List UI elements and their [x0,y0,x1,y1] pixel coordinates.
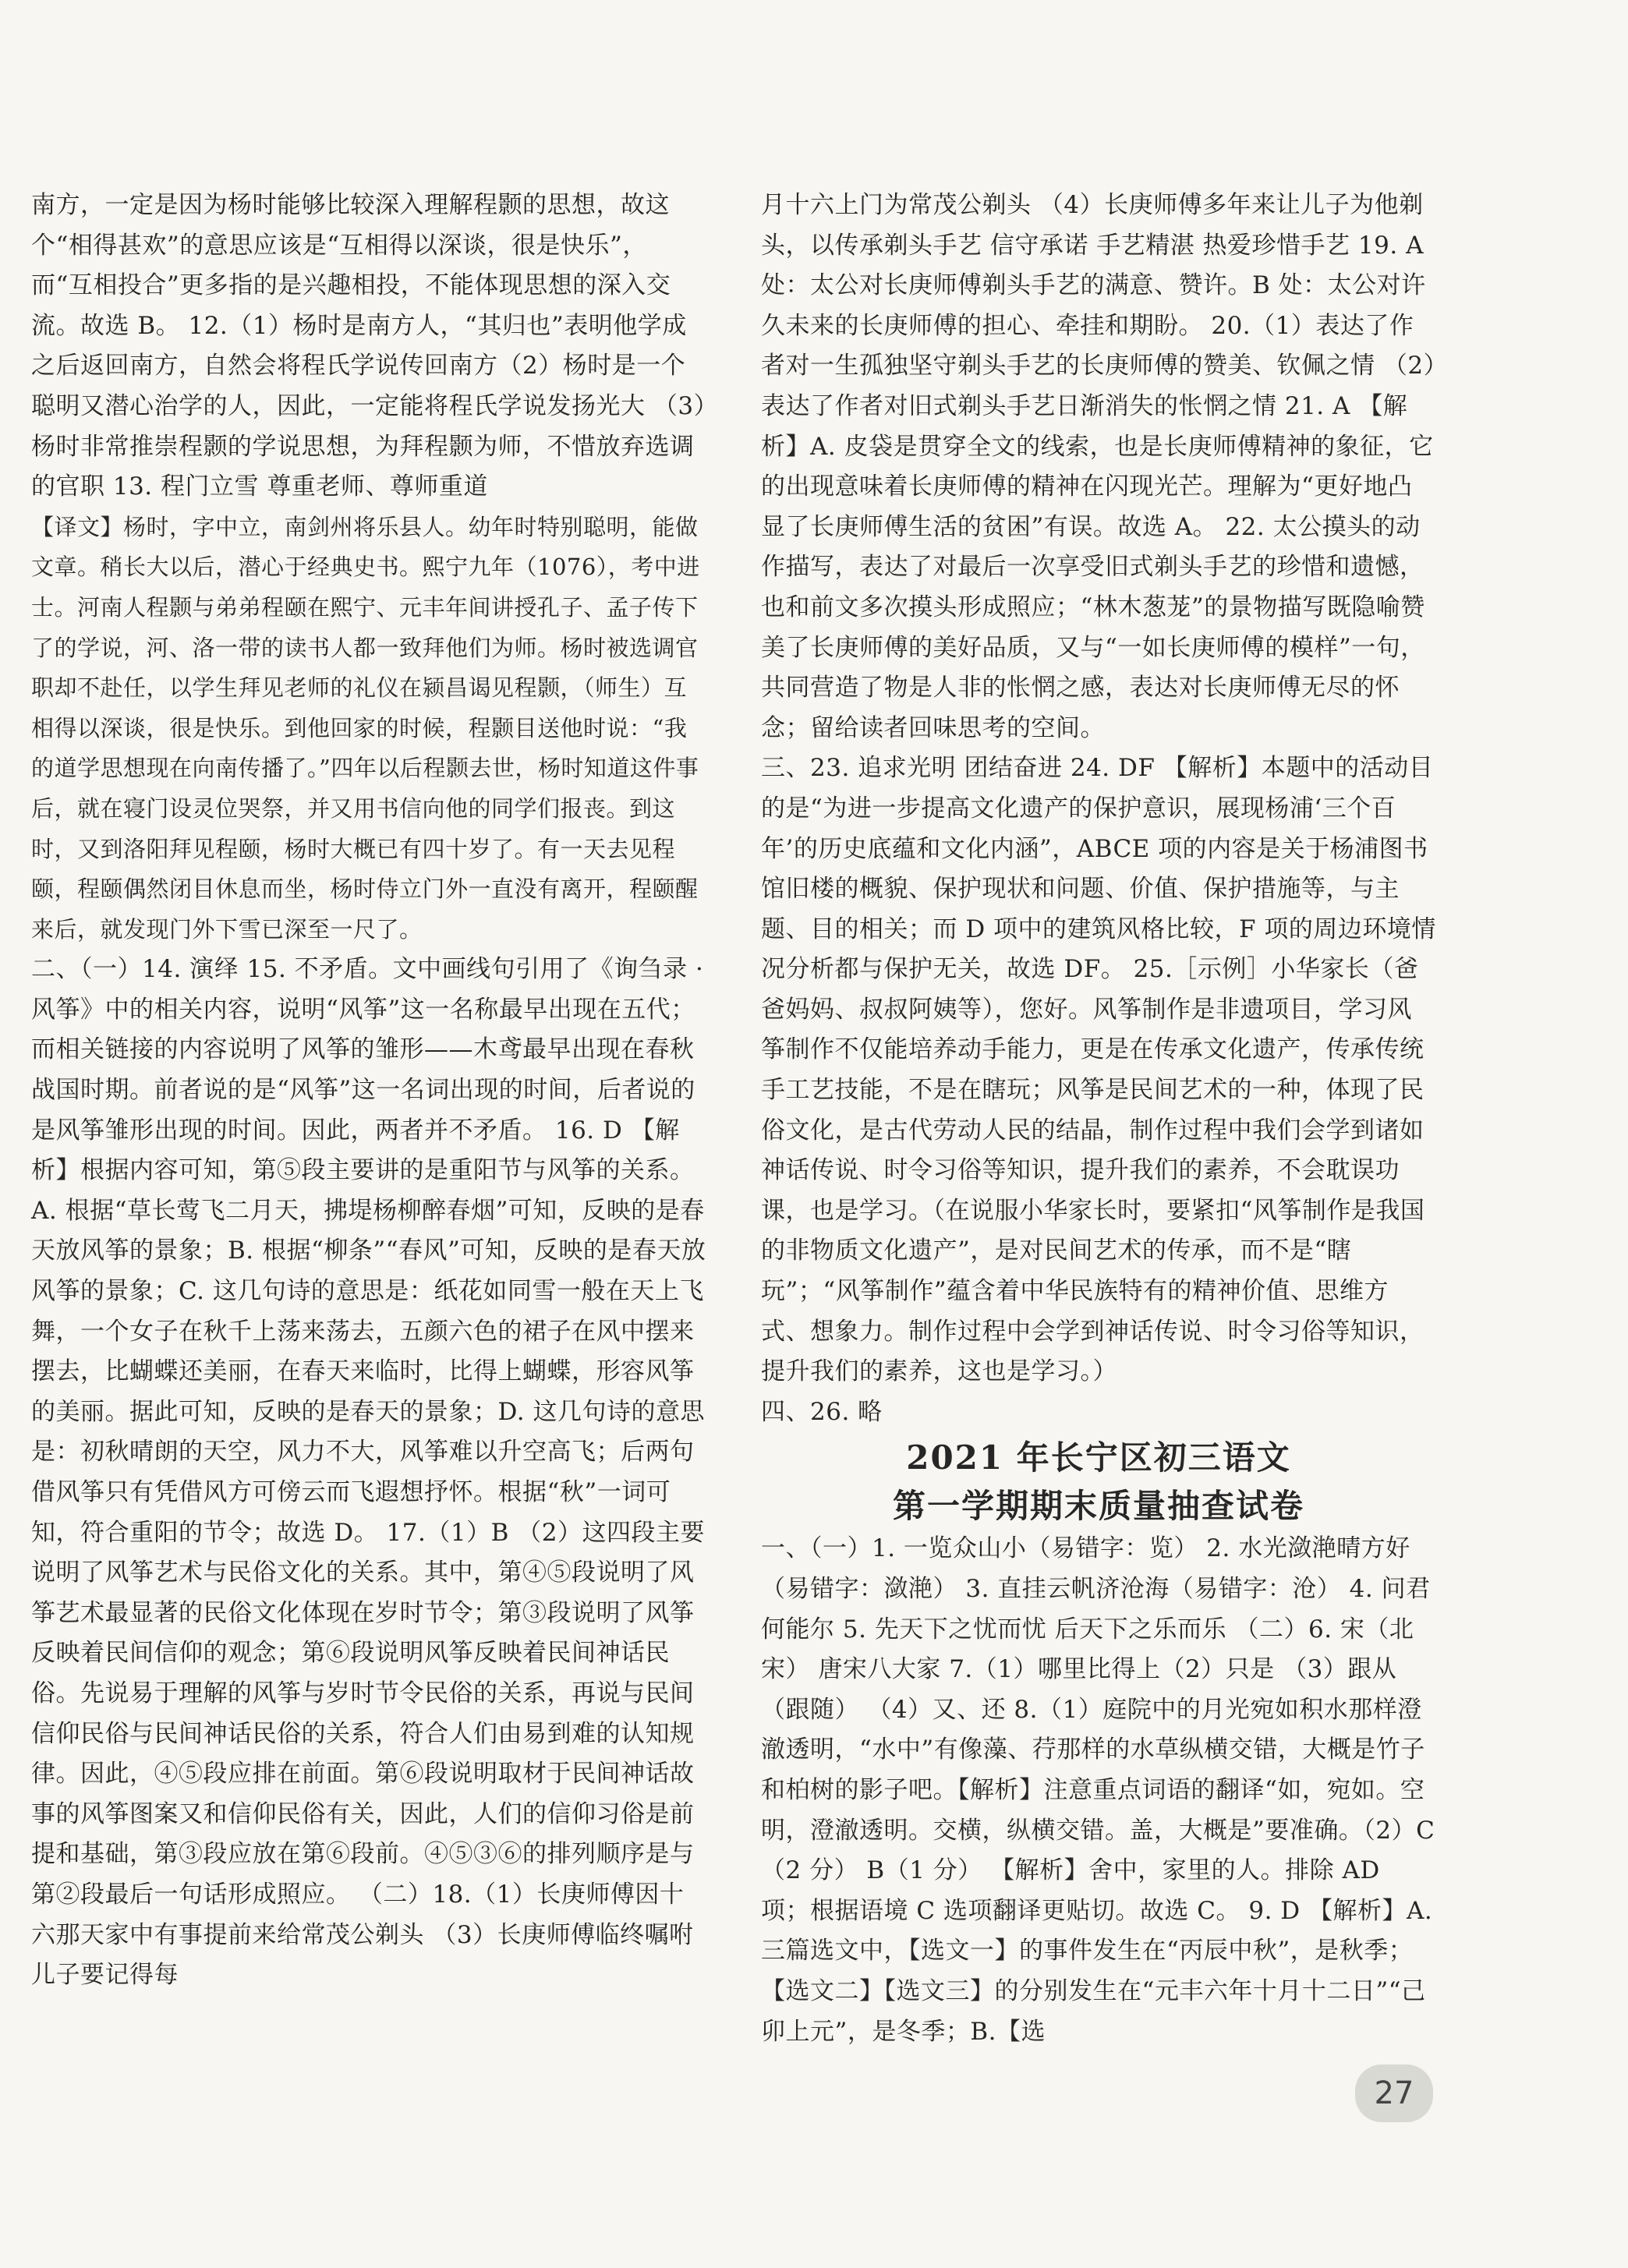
section-title-line1: 2021 年长宁区初三语文 [906,1438,1291,1477]
right-column [761,186,1436,2052]
answer-paragraph: 南方，一定是因为杨时能够比较深入理解程颢的思想，故这个“相得甚欢”的意思应该是“互相得以深谈，很是快乐”，而“互相投合”更多指的是兴趣相投，不能体现思想的深入交流。故选 B。 12.（1）杨时是南方人，“其归也”表明他学成之后返回南方，自然会将程氏学说传回南方（2）杨时是一个聪明又潜心治学的人，因此，一定能将程氏学说发扬光大 （3）杨时非常推崇程颢的学说思想，为拜程颢为师，不惜放弃选调的官职 13. 程门立雪 尊重老师、尊师重道 [31,191,706,501]
translation-paragraph: 【译文】杨时，字中立，南剑州将乐县人。幼年时特别聪明，能做文章。稍长大以后，潜心于经典史书。熙宁九年（1076），考中进士。河南人程颢与弟弟程颐在熙宁、元丰年间讲授孔子、孟子传下了的学说，河、洛一带的读书人都一致拜他们为师。杨时被选调官职却不赴任，以学生拜见老师的礼仪在颍昌谒见程颢，（师生）互相得以深谈，很是快乐。到他回家的时候，程颢目送他时说：“我的道学思想现在向南传播了。”四年以后程颢去世，杨时知道这件事后，就在寝门设灵位哭祭，并又用书信向他的同学们报丧。到这时，又到洛阳拜见程颐，杨时大概已有四十岁了。有一天去见程颐，程颐偶然闭目休息而坐，杨时侍立门外一直没有离开，程颐醒来后，就发现门外下雪已深至一尺了。 [31,513,700,943]
section-title-line2: 第一学期期末质量抽查试卷 [892,1487,1304,1526]
answer-paragraph: 一、（一）1. 一览众山小（易错字：览） 2. 水光潋滟晴方好（易错字：潋滟） 3. 直挂云帆济沧海（易错字：沧） 4. 问君何能尔 5. 先天下之忧而忧 后天下之乐而乐 （二）6. 宋（北宋） 唐宋八大家 7.（1）哪里比得上（2）只是 （3）跟从（跟随） （4）又、还 8.（1）庭院中的月光宛如积水那样澄澈透明，“水中”有像藻、荇那样的水草纵横交错，大概是竹子和柏树的影子吧。【解析】注意重点词语的翻译“如，宛如。空明，澄澈透明。交横，纵横交错。盖，大概是”要准确。（2）C（2 分） B（1 分） 【解析】舍中，家里的人。排除 AD 项；根据语境 C 选项翻译更贴切。故选 C。 9. D 【解析】A. 三篇选文中，【选文一】的事件发生在“丙辰中秋”，是秋季；【选文二】【选文三】的分别发生在“元丰六年十月十二日”“己卯上元”，是冬季；B.【选 [761,1534,1435,2046]
left-column [31,186,708,1996]
page-number: 27 [1355,2065,1433,2122]
answer-paragraph: 二、（一）14. 演绎 15. 不矛盾。文中画线句引用了《询刍录 · 风筝》中的相关内容，说明“风筝”这一名称最早出现在五代；而相关链接的内容说明了风筝的雏形——木鸢最早出现在春秋战国时期。前者说的是“风筝”这一名词出现的时间，后者说的是风筝雏形出现的时间。因此，两者并不矛盾。 16. D 【解析】根据内容可知，第⑤段主要讲的是重阳节与风筝的关系。A. 根据“草长莺飞二月天，拂堤杨柳醉春烟”可知，反映的是春天放风筝的景象；B. 根据“柳条”“春风”可知，反映的是春天放风筝的景象；C. 这几句诗的意思是：纸花如同雪一般在天上飞舞，一个女子在秋千上荡来荡去，五颜六色的裙子在风中摆来摆去，比蝴蝶还美丽，在春天来临时，比得上蝴蝶，形容风筝的美丽。据此可知，反映的是春天的景象；D. 这几句诗的意思是：初秋晴朗的天空，风力不大，风筝难以升空高飞；后两句借风筝只有凭借风方可傍云而飞遐想抒怀。根据“秋”一词可知，符合重阳的节令；故选 D。 17.（1）B （2）这四段主要说明了风筝艺术与民俗文化的关系。其中，第④⑤段说明了风筝艺术最显著的民俗文化体现在岁时节令；第③段说明了风筝反映着民间信仰的观念；第⑥段说明风筝反映着民间神话民俗。先说易于理解的风筝与岁时节令民俗的关系，再说与民间信仰民俗与民间神话民俗的关系，符合人们由易到难的认知规律。因此，④⑤段应排在前面。第⑥段说明取材于民间神话故事的风筝图案又和信仰民俗有关，因此，人们的信仰习俗是前提和基础，第③段应放在第⑥段前。④⑤③⑥的排列顺序是与第②段最后一句话形成照应。 （二）18.（1）长庚师傅因十六那天家中有事提前来给常茂公剃头 （3）长庚师傅临终嘱咐儿子要记得每 [31,955,706,1990]
answer-paragraph: 月十六上门为常茂公剃头 （4）长庚师傅多年来让儿子为他剃头，以传承剃头手艺 信守承诺 手艺精湛 热爱珍惜手艺 19. A 处：太公对长庚师傅剃头手艺的满意、赞许。B 处：太公对许久未来的长庚师傅的担心、牵挂和期盼。 20.（1）表达了作者对一生孤独坚守剃头手艺的长庚师傅的赞美、钦佩之情 （2）表达了作者对旧式剃头手艺日渐消失的怅惘之情 21. A 【解析】A. 皮袋是贯穿全文的线索，也是长庚师傅精神的象征，它的出现意味着长庚师傅的精神在闪现光芒。理解为“更好地凸显了长庚师傅生活的贫困”有误。故选 A。 22. 太公摸头的动作描写，表达了对最后一次享受旧式剃头手艺的珍惜和遗憾，也和前文多次摸头形成照应；“林木葱茏”的景物描写既隐喻赞美了长庚师傅的美好品质，又与“一如长庚师傅的模样”一句，共同营造了物是人非的怅惘之感，表达对长庚师傅无尽的怀念；留给读者回味思考的空间。 [761,191,1436,742]
answer-paragraph: 三、23. 追求光明 团结奋进 24. DF 【解析】本题中的活动目的是“为进一步提高文化遗产的保护意识，展现杨浦‘三个百年’的历史底蕴和文化内涵”，ABCE 项的内容是关于杨浦图书馆旧楼的概貌、保护现状和问题、价值、保护措施等，与主题、目的相关；而 D 项中的建筑风格比较，F 项的周边环境情况分析都与保护无关，故选 DF。 25.［示例］小华家长（爸爸妈妈、叔叔阿姨等），您好。风筝制作是非遗项目，学习风筝制作不仅能培养动手能力，更是在传承文化遗产，传承传统手工艺技能，不是在瞎玩；风筝是民间艺术的一种，体现了民俗文化，是古代劳动人民的结晶，制作过程中我们会学到诸如神话传说、时令习俗等知识，提升我们的素养，不会耽误功课，也是学习。（在说服小华家长时，要紧扣“风筝制作是我国的非物质文化遗产”，是对民间艺术的传承，而不是“瞎玩”；“风筝制作”蕴含着中华民族特有的精神价值、思维方式、想象力。制作过程中会学到神话传说、时令习俗等知识，提升我们的素养，这也是学习。） [761,754,1436,1386]
answer-paragraph: 四、26. 略 [761,1397,883,1426]
